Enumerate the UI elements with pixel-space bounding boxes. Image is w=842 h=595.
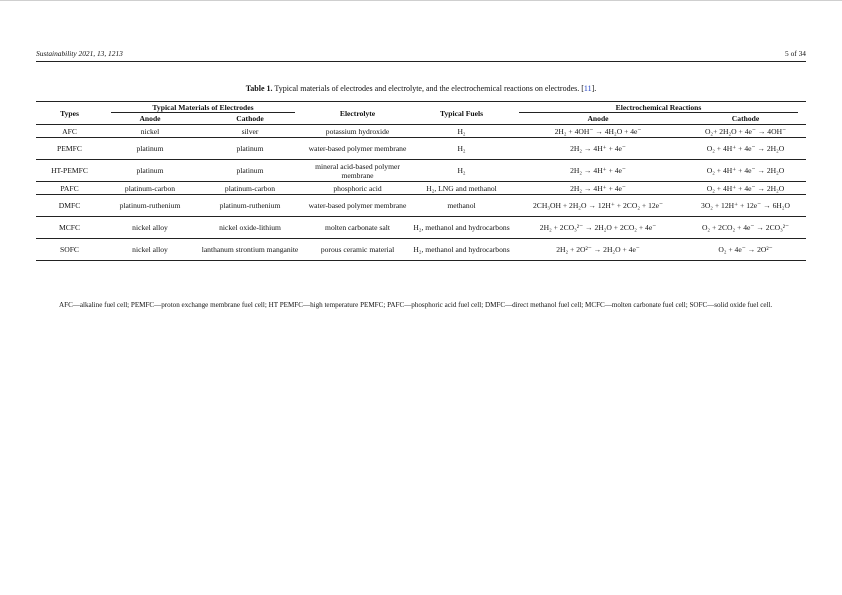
cell-reaction-cathode: O₂ + 4H⁺ + 4e⁻ → 2H₂O bbox=[685, 138, 806, 160]
cell-reaction-cathode: 3O₂ + 12H⁺ + 12e⁻ → 6H₂O bbox=[685, 195, 806, 217]
header-electrolyte: Electrolyte bbox=[303, 102, 412, 125]
cell-cathode: silver bbox=[197, 125, 303, 138]
page-number: 5 of 34 bbox=[785, 49, 806, 58]
page-top-border bbox=[0, 0, 842, 1]
header-materials: Typical Materials of Electrodes bbox=[103, 102, 303, 114]
caption-end: ]. bbox=[591, 84, 597, 93]
cell-electrolyte: porous ceramic material bbox=[303, 239, 412, 261]
cell-reaction-cathode: O₂ + 4H⁺ + 4e⁻ → 2H₂O bbox=[685, 160, 806, 182]
cell-anode: nickel alloy bbox=[103, 239, 197, 261]
cell-reaction-anode: 2CH₃OH + 2H₂O → 12H⁺ + 2CO₂ + 12e⁻ bbox=[511, 195, 685, 217]
cell-fuel: methanol bbox=[412, 195, 511, 217]
cell-cathode: platinum bbox=[197, 160, 303, 182]
table-caption bbox=[36, 84, 806, 93]
cell-reaction-anode: 2H₂ → 4H⁺ + 4e⁻ bbox=[511, 138, 685, 160]
table-footnote: AFC—alkaline fuel cell; PEMFC—proton exchange membrane fuel cell; HT PEMFC—high temperature PEMFC; PAFC—phosphoric acid fuel cell; DMFC—direct methanol fuel cell; MCFC—molten carbonate fuel cell; SOFC—solid oxide fuel cell. bbox=[59, 301, 773, 309]
caption-text: Typical materials of electrodes and electrolyte, and the electrochemical reactions on electrodes. [ bbox=[272, 84, 584, 93]
caption-reference-link[interactable]: 11 bbox=[583, 84, 592, 93]
fuel-cell-table bbox=[36, 101, 806, 261]
cell-type: AFC bbox=[36, 125, 103, 138]
table-row bbox=[36, 239, 806, 261]
table-row bbox=[36, 138, 806, 160]
cell-anode: nickel bbox=[103, 125, 197, 138]
cell-type: MCFC bbox=[36, 217, 103, 239]
cell-reaction-anode: 2H₂ + 4OH⁻ → 4H₂O + 4e⁻ bbox=[511, 125, 685, 138]
header-reaction-cathode: Cathode bbox=[685, 113, 806, 125]
cell-cathode: nickel oxide-lithium bbox=[197, 217, 303, 239]
cell-reaction-anode: 2H₂ + 2CO₃²⁻ → 2H₂O + 2CO₂ + 4e⁻ bbox=[511, 217, 685, 239]
cell-reaction-cathode: O₂ + 2CO₂ + 4e⁻ → 2CO₃²⁻ bbox=[685, 217, 806, 239]
cell-fuel: H₂ bbox=[412, 160, 511, 182]
table-row bbox=[36, 160, 806, 182]
header-reaction-anode: Anode bbox=[511, 113, 685, 125]
header-reactions: Electrochemical Reactions bbox=[511, 102, 806, 114]
journal-citation: Sustainability 2021, 13, 1213 bbox=[36, 49, 123, 58]
cell-anode: platinum-ruthenium bbox=[103, 195, 197, 217]
table-row bbox=[36, 195, 806, 217]
cell-cathode: platinum bbox=[197, 138, 303, 160]
cell-electrolyte: mineral acid-based polymer membrane bbox=[303, 160, 412, 182]
header-rule bbox=[36, 61, 806, 62]
header-cathode: Cathode bbox=[197, 113, 303, 125]
cell-type: SOFC bbox=[36, 239, 103, 261]
cell-fuel: H₂ bbox=[412, 138, 511, 160]
cell-fuel: H₂, LNG and methanol bbox=[412, 182, 511, 195]
cell-reaction-cathode: O₂ + 4H⁺ + 4e⁻ → 2H₂O bbox=[685, 182, 806, 195]
cell-reaction-cathode: O₂+ 2H₂O + 4e⁻ → 4OH⁻ bbox=[685, 125, 806, 138]
cell-electrolyte: phosphoric acid bbox=[303, 182, 412, 195]
cell-cathode: platinum-carbon bbox=[197, 182, 303, 195]
header-types: Types bbox=[36, 102, 103, 125]
cell-type: PEMFC bbox=[36, 138, 103, 160]
cell-cathode: platinum-ruthenium bbox=[197, 195, 303, 217]
cell-reaction-anode: 2H₂ + 2O²⁻ → 2H₂O + 4e⁻ bbox=[511, 239, 685, 261]
cell-fuel: H₂ bbox=[412, 125, 511, 138]
cell-reaction-cathode: O₂ + 4e⁻ → 2O²⁻ bbox=[685, 239, 806, 261]
cell-cathode: lanthanum strontium manganite bbox=[197, 239, 303, 261]
cell-electrolyte: potassium hydroxide bbox=[303, 125, 412, 138]
cell-type: HT-PEMFC bbox=[36, 160, 103, 182]
cell-anode: platinum-carbon bbox=[103, 182, 197, 195]
caption-label: Table 1. bbox=[245, 84, 273, 93]
cell-electrolyte: water-based polymer membrane bbox=[303, 195, 412, 217]
cell-reaction-anode: 2H₂ → 4H⁺ + 4e⁻ bbox=[511, 160, 685, 182]
cell-type: DMFC bbox=[36, 195, 103, 217]
cell-electrolyte: water-based polymer membrane bbox=[303, 138, 412, 160]
header-fuels: Typical Fuels bbox=[412, 102, 511, 125]
cell-anode: platinum bbox=[103, 160, 197, 182]
cell-fuel: H₂, methanol and hydrocarbons bbox=[412, 217, 511, 239]
cell-anode: nickel alloy bbox=[103, 217, 197, 239]
table-row bbox=[36, 125, 806, 138]
cell-type: PAFC bbox=[36, 182, 103, 195]
header-anode: Anode bbox=[103, 113, 197, 125]
cell-electrolyte: molten carbonate salt bbox=[303, 217, 412, 239]
cell-anode: platinum bbox=[103, 138, 197, 160]
table-row bbox=[36, 217, 806, 239]
cell-reaction-anode: 2H₂ → 4H⁺ + 4e⁻ bbox=[511, 182, 685, 195]
table-row bbox=[36, 182, 806, 195]
cell-fuel: H₂, methanol and hydrocarbons bbox=[412, 239, 511, 261]
